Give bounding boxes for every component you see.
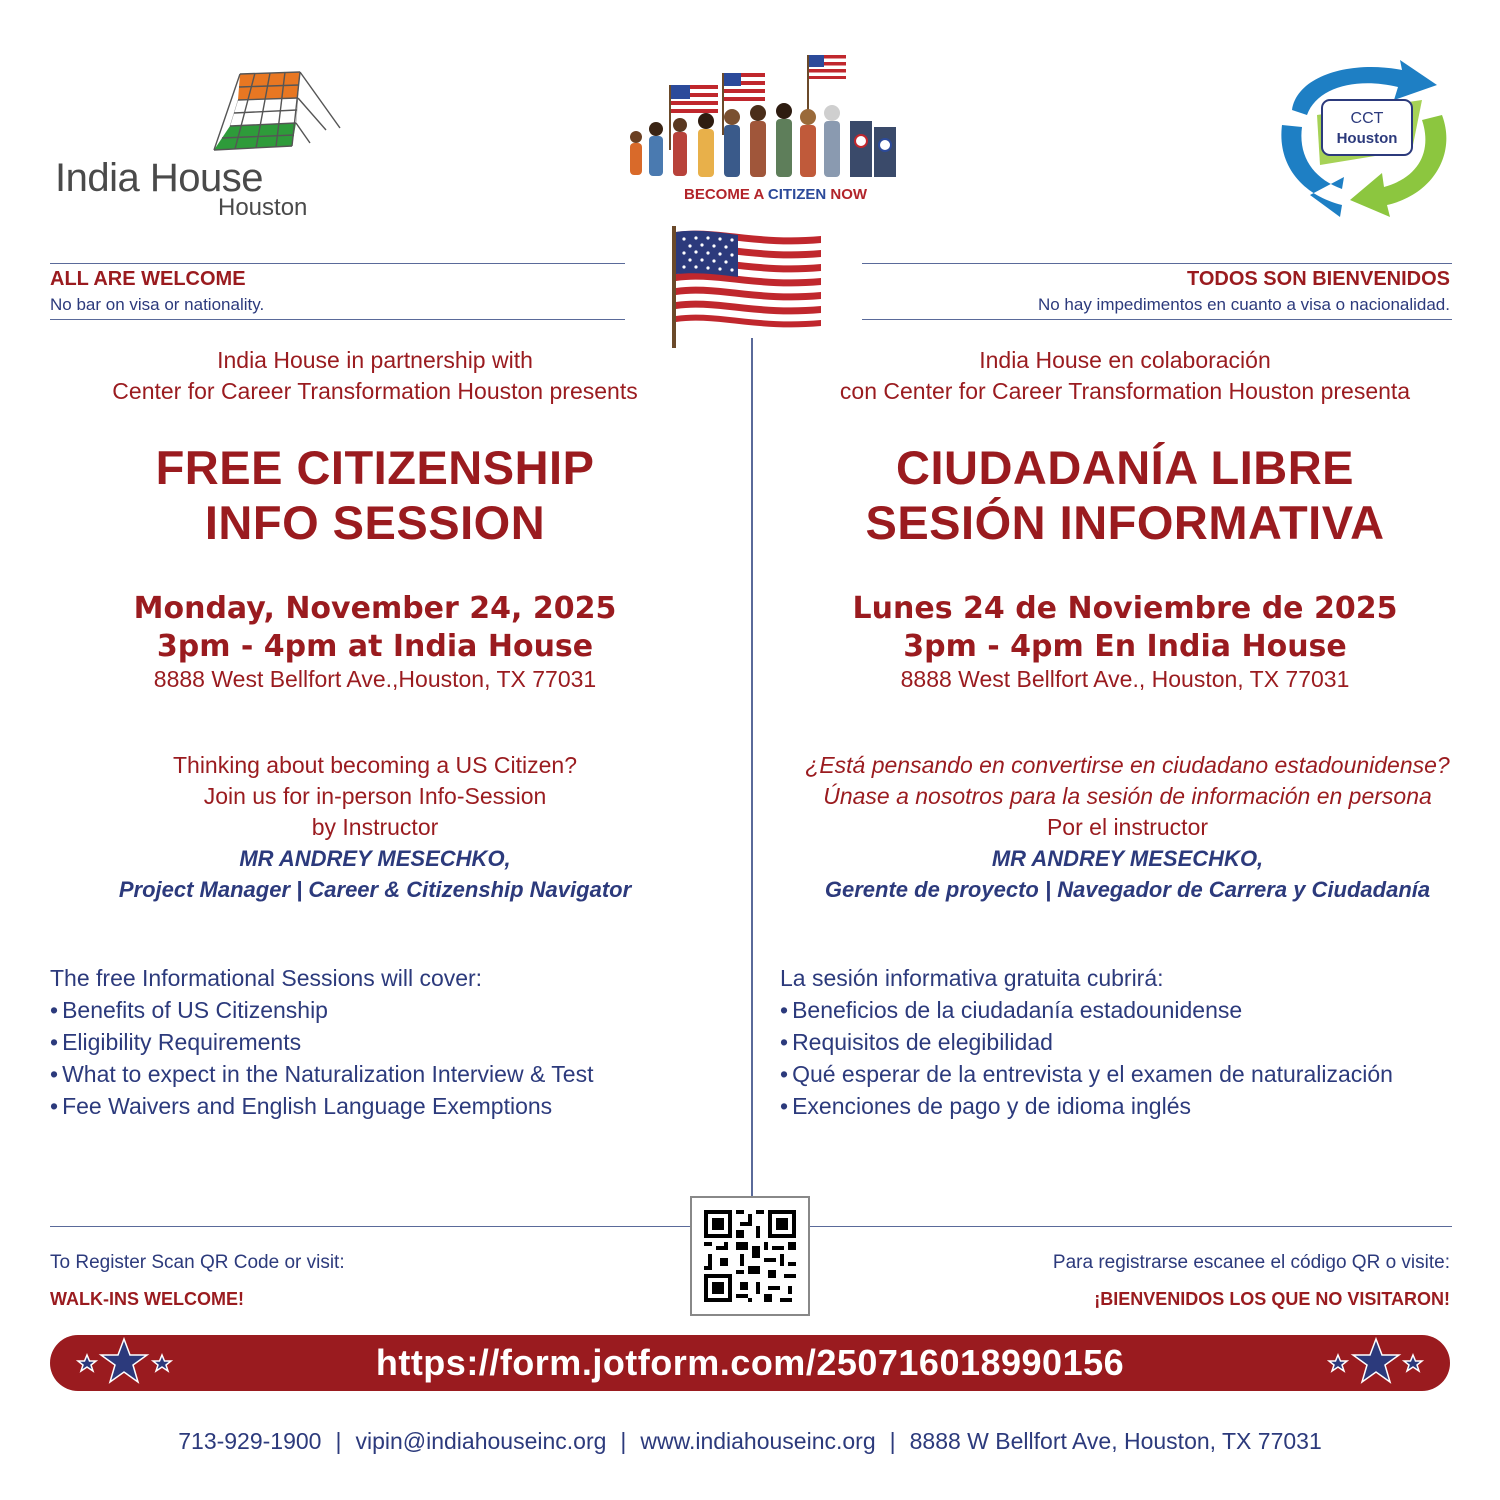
footer-website[interactable]: www.indiahouseinc.org [640, 1428, 876, 1454]
list-item: • Fee Waivers and English Language Exemptions [50, 1090, 740, 1122]
left-welcome-subtitle: No bar on visa or nationality. [50, 295, 265, 314]
left-intro-line3: by Instructor [311, 814, 439, 840]
list-item: • Benefits of US Citizenship [50, 994, 740, 1026]
right-walkin-text: ¡BIENVENIDOS LOS QUE NO VISITARON! [1094, 1289, 1450, 1309]
india-house-name: India House [55, 156, 263, 200]
left-walkin-text: WALK-INS WELCOME! [50, 1289, 244, 1309]
india-house-city: Houston [218, 194, 308, 221]
right-intro-line2: Únase a nosotros para la sesión de información en persona [823, 783, 1432, 809]
list-item: • What to expect in the Naturalization Interview & Test [50, 1058, 740, 1090]
india-house-logo [50, 68, 340, 228]
right-partner-line1: India House en colaboración [979, 347, 1271, 373]
right-cover-heading: La sesión informativa gratuita cubrirá: [780, 965, 1164, 991]
footer-email[interactable]: vipin@indiahouseinc.org [355, 1428, 607, 1454]
right-title-line2: SESIÓN INFORMATIVA [865, 496, 1385, 549]
left-instructor-role: Project Manager | Career & Citizenship Navigator [118, 877, 632, 902]
list-item: • Eligibility Requirements [50, 1026, 740, 1058]
right-date: Lunes 24 de Noviembre de 2025 [852, 591, 1398, 626]
right-title-block [775, 440, 1475, 550]
become-citizen-logo [618, 55, 908, 205]
right-date-block [775, 590, 1475, 693]
left-intro-block [40, 750, 710, 905]
footer-phone[interactable]: 713-929-1900 [178, 1428, 322, 1454]
right-partner-line2: con Center for Career Transformation Houston presenta [839, 378, 1411, 404]
left-intro-line2: Join us for in-person Info-Session [203, 783, 547, 809]
left-partner-line2: Center for Career Transformation Houston presents [112, 378, 638, 404]
right-register-text: Para registrarse escanee el código QR o visite: [1052, 1252, 1450, 1273]
right-welcome-title: TODOS SON BIENVENIDOS [1186, 268, 1450, 290]
center-divider [751, 338, 753, 1198]
left-title-block [40, 440, 710, 550]
right-welcome-top-rule [862, 263, 1452, 264]
footer-separator: | [889, 1428, 896, 1454]
left-instructor-name: MR ANDREY MESECHKO, [239, 846, 511, 871]
right-welcome-bottom-rule [862, 319, 1452, 320]
left-time: 3pm - 4pm at India House [156, 629, 594, 664]
left-cover-block [50, 962, 740, 1122]
cct-label-line1: CCT [1350, 110, 1384, 127]
left-partner-line1: India House in partnership with [217, 347, 533, 373]
cct-label-line2: Houston [1336, 130, 1398, 147]
cct-houston-logo [1262, 55, 1462, 225]
left-welcome-bottom-rule [50, 319, 625, 320]
left-intro-line1: Thinking about becoming a US Citizen? [172, 752, 577, 778]
contact-footer [0, 1428, 1500, 1455]
footer-address: 8888 W Bellfort Ave, Houston, TX 77031 [909, 1428, 1322, 1454]
left-address: 8888 West Bellfort Ave.,Houston, TX 77031 [153, 666, 597, 692]
stars-right-icon [1298, 1335, 1428, 1391]
left-date-block [40, 590, 710, 693]
left-welcome-top-rule [50, 263, 625, 264]
india-house-grid-icon [200, 68, 360, 153]
registration-url-bar[interactable] [50, 1335, 1450, 1391]
footer-separator: | [620, 1428, 627, 1454]
list-item: • Qué esperar de la entrevista y el examen de naturalización [780, 1058, 1480, 1090]
people-with-flags-icon [618, 55, 908, 185]
right-intro-line1: ¿Está pensando en convertirse en ciudadano estadounidense? [805, 752, 1450, 778]
left-welcome-title: ALL ARE WELCOME [50, 268, 246, 290]
right-register-rule [810, 1226, 1452, 1227]
left-register-rule [50, 1226, 690, 1227]
registration-url[interactable]: https://form.jotform.com/250716018990156 [375, 1342, 1125, 1383]
qr-code-icon [692, 1198, 808, 1314]
left-date: Monday, November 24, 2025 [133, 591, 617, 626]
left-title-line1: FREE CITIZENSHIP [155, 441, 595, 494]
right-instructor-role: Gerente de proyecto | Navegador de Carrera y Ciudadanía [824, 877, 1431, 902]
list-item: • Exenciones de pago y de idioma inglés [780, 1090, 1480, 1122]
right-title-line1: CIUDADANÍA LIBRE [896, 441, 1354, 494]
left-cover-heading: The free Informational Sessions will cover: [50, 965, 483, 991]
right-intro-block [765, 750, 1490, 905]
left-title-line2: INFO SESSION [204, 496, 546, 549]
become-citizen-tagline: BECOME A CITIZEN NOW [684, 186, 868, 203]
left-column [40, 345, 710, 407]
us-flag-icon [660, 222, 825, 352]
cct-arrows-icon [1262, 55, 1462, 225]
right-intro-line3: Por el instructor [1046, 814, 1209, 840]
list-item: • Beneficios de la ciudadanía estadounidense [780, 994, 1480, 1026]
list-item: • Requisitos de elegibilidad [780, 1026, 1480, 1058]
right-address: 8888 West Bellfort Ave., Houston, TX 77031 [900, 666, 1350, 692]
right-welcome-subtitle: No hay impedimentos en cuanto a visa o nacionalidad. [1037, 295, 1450, 314]
registration-qr-code[interactable] [690, 1196, 810, 1316]
right-time: 3pm - 4pm En India House [903, 629, 1347, 664]
right-instructor-name: MR ANDREY MESECHKO, [991, 846, 1264, 871]
footer-separator: | [335, 1428, 342, 1454]
right-cover-block [780, 962, 1480, 1122]
right-column [775, 345, 1475, 407]
left-register-text: To Register Scan QR Code or visit: [50, 1252, 345, 1273]
